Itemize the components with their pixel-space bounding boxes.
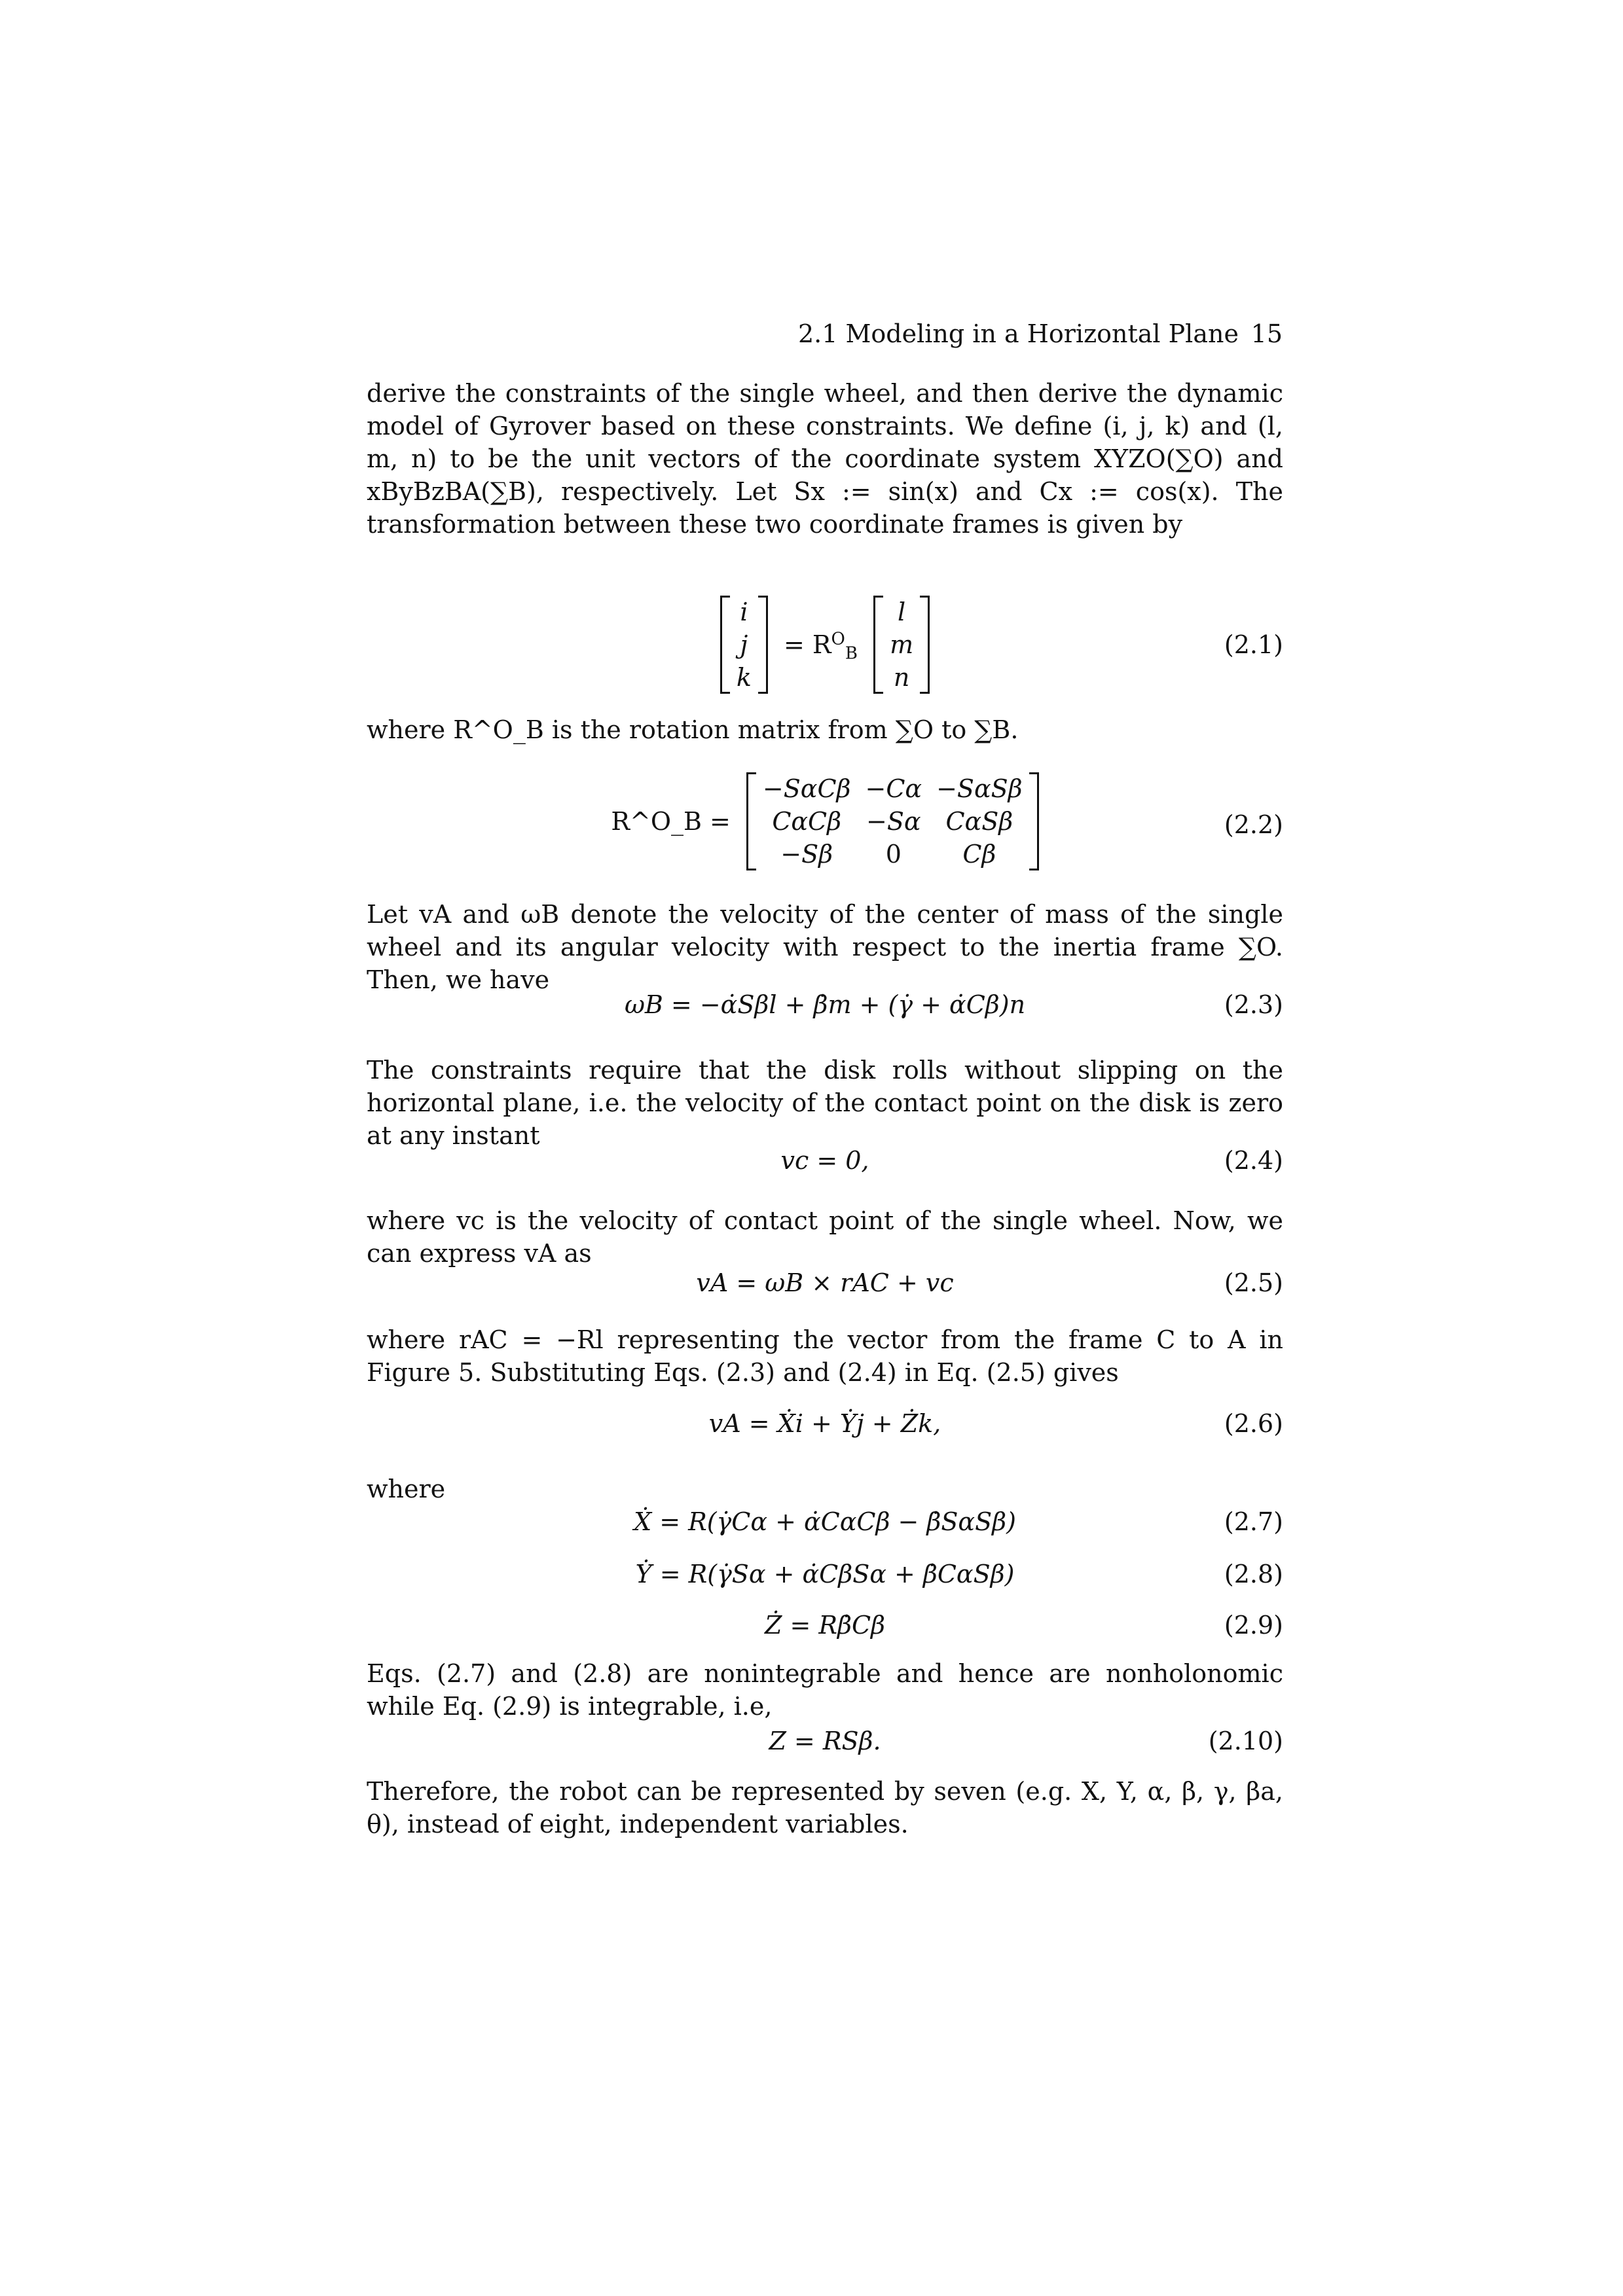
equation-number: (2.6) [1224,1409,1283,1438]
equation-number: (2.1) [1224,630,1283,659]
equation-2-9 [367,1609,1283,1648]
matrix-entry: l [898,598,906,626]
vector-lmn [873,596,930,694]
equation-body: vA = Ẋi + Ẏj + Żk, [708,1409,941,1438]
equation-body: vA = ωB × rAC + vc [696,1268,954,1297]
paragraph-velocity: Let vA and ωB denote the velocity of the center of mass of the single wheel and its angular velocity with respect to the inertia frame ∑O. Then, we have [367,900,1283,994]
equation-body: Ż = Rβ̇Cβ [764,1611,886,1640]
equation-body: ωB = −α̇Sβl + β̇m + (γ̇ + α̇Cβ)n [624,990,1026,1019]
equation-2-6 [367,1407,1283,1446]
equation-body: Z = RSβ. [769,1727,881,1755]
equation-number: (2.10) [1208,1727,1283,1755]
matrix-entry: −Sβ [780,840,833,869]
equation-number: (2.5) [1224,1268,1283,1297]
superscript: O [831,629,845,649]
matrix-entry: n [893,663,910,692]
matrix-entry: j [740,630,748,659]
section-title: 2.1 Modeling in a Horizontal Plane [798,319,1239,348]
paragraph-rotation: where R^O_B is the rotation matrix from ∑O to ∑B. [367,715,1019,744]
equation-number: (2.9) [1224,1611,1283,1640]
equation-body: vc = 0, [780,1146,869,1175]
equation-number: (2.4) [1224,1146,1283,1175]
equation-2-8 [367,1558,1283,1597]
equation-number: (2.3) [1224,990,1283,1019]
paragraph-constraints: The constraints require that the disk rolls without slipping on the horizontal plane, i.e. the velocity of the contact point on the disk is zero at any instant [367,1056,1283,1150]
matrix-entry: 0 [885,840,902,869]
matrix-entry: −SαSβ [936,774,1023,803]
matrix-entry: i [740,598,748,626]
equation-mid: = R [784,630,831,659]
matrix-entry: −Sα [866,807,921,836]
equation-2-4 [367,1144,1283,1183]
paragraph-intro: derive the constraints of the single wheel, and then derive the dynamic model of Gyrover based on these constraints. We define (i, j, k) and (l, m, n) to be the unit vectors of the coordinate system XYZO(∑O) and xByBzBA(∑B), respectively. Let Sx := sin(x) and Cx := cos(x). The transformation between these two coordinate frames is given by [367,379,1283,539]
matrix-entry: CαCβ [772,807,842,836]
equation-2-1 [367,596,1283,694]
vector-ijk [720,596,768,694]
paragraph-nonholonomic: Eqs. (2.7) and (2.8) are nonintegrable and hence are nonholonomic while Eq. (2.9) is integrable, i.e, [367,1659,1283,1721]
running-header [798,317,1283,350]
equation-2-3 [367,988,1283,1028]
matrix-entry: CαSβ [945,807,1013,836]
equation-number: (2.7) [1224,1507,1283,1536]
rotation-matrix [746,772,1039,870]
equation-2-2 [367,772,1283,877]
paragraph-contact-point: where vc is the velocity of contact point of the single wheel. Now, we can express vA as [367,1206,1283,1268]
equation-2-10 [367,1725,1283,1764]
subscript: B [845,643,858,664]
matrix-entry: m [890,630,914,659]
paragraph-conclusion: Therefore, the robot can be represented by seven (e.g. X, Y, α, β, γ, βa, θ), instead of eight, independent variables. [367,1777,1283,1839]
page-number: 15 [1250,319,1283,348]
equation-2-5 [367,1266,1283,1306]
equation-number: (2.8) [1224,1560,1283,1588]
equation-number: (2.2) [1224,810,1283,839]
matrix-entry: Cβ [962,840,996,869]
matrix-entry: −Cα [865,774,922,803]
equation-2-7 [367,1505,1283,1545]
matrix-entry: −SαCβ [762,774,851,803]
where-label: where [367,1475,446,1503]
paragraph-substitution: where rAC = −Rl representing the vector from the frame C to A in Figure 5. Substituting Eqs. (2.3) and (2.4) in Eq. (2.5) gives [367,1325,1283,1387]
matrix-entry: k [736,663,752,692]
equation-body: Ẏ = R(γ̇Sα + α̇CβSα + β̇CαSβ) [635,1560,1015,1588]
equation-body: Ẋ = R(γ̇Cα + α̇CαCβ − β̇SαSβ) [634,1507,1016,1536]
equation-lhs: R^O_B = [611,807,731,836]
